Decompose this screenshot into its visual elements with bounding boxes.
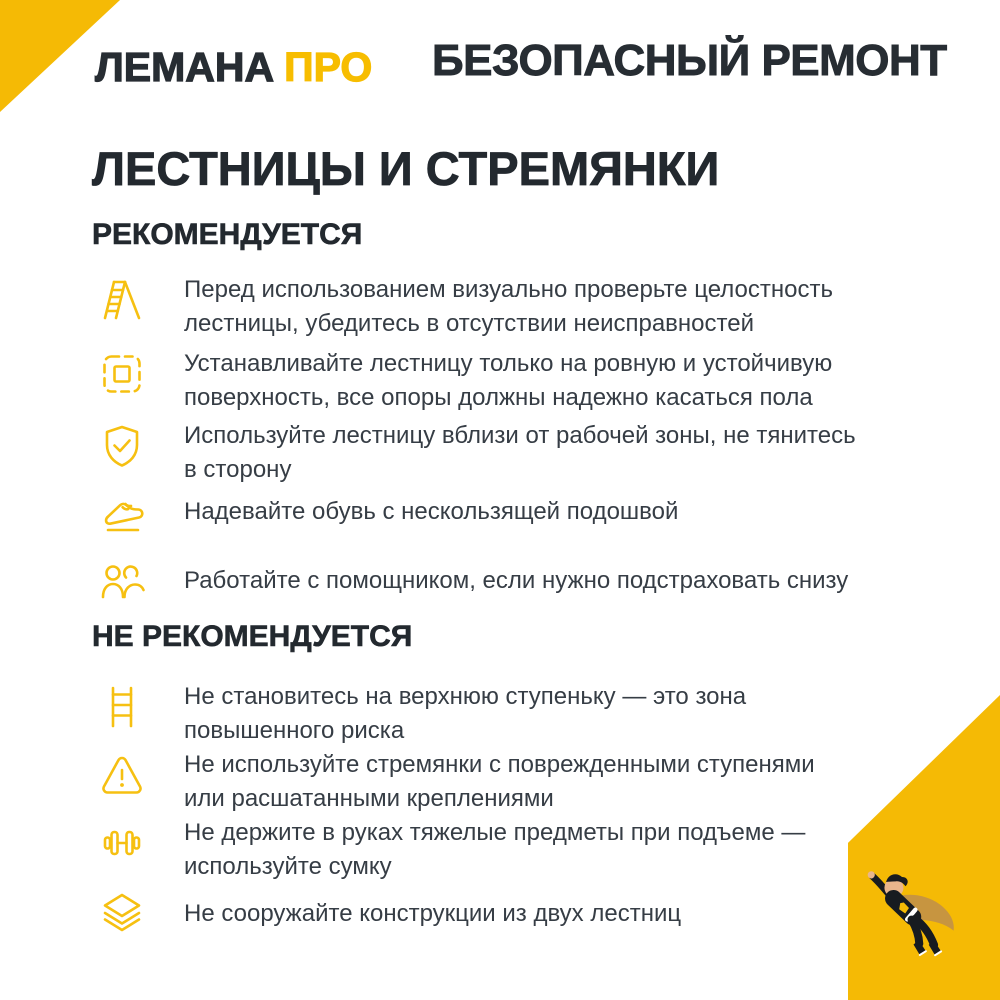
text-line: Используйте лестницу вблизи от рабочей зоны, не тянитесь: [184, 422, 856, 449]
program-title: БЕЗОПАСНЫЙ РЕМОНТ: [432, 36, 947, 85]
list-item: [98, 556, 848, 604]
stepladder-icon: [98, 276, 146, 324]
list-item-text: [184, 347, 832, 415]
list-item-text: [184, 419, 856, 487]
list-item: [98, 422, 856, 487]
section-heading-not-recommended: НЕ РЕКОМЕНДУЕТСЯ: [92, 620, 413, 653]
text-line: Не сооружайте конструкции из двух лестниц: [184, 900, 682, 927]
text-line: Не держите в руках тяжелые предметы при подъеме —: [184, 819, 806, 846]
list-item-text: [184, 680, 746, 748]
layers-icon: [98, 889, 146, 937]
list-item-text: [184, 897, 681, 931]
text-line: повышенного риска: [184, 717, 405, 744]
text-line: лестницы, убедитесь в отсутствии неисправностей: [184, 310, 754, 337]
list-item-text: [184, 816, 805, 884]
mascot-superhero-illustration: [850, 862, 980, 972]
text-line: или расшатанными креплениями: [184, 785, 554, 812]
section-heading-recommended: РЕКОМЕНДУЕТСЯ: [92, 218, 363, 251]
list-item-text: [184, 564, 848, 598]
list-item: [98, 819, 805, 884]
list-item: [98, 751, 815, 816]
list-item-text: [184, 495, 678, 529]
list-item: [98, 487, 678, 535]
list-item-text: [184, 273, 833, 341]
shield-check-icon: [98, 422, 146, 470]
text-line: поверхность, все опоры должны надежно касаться пола: [184, 384, 813, 411]
text-line: Надевайте обувь с нескользящей подошвой: [184, 498, 679, 525]
text-line: Перед использованием визуально проверьте целостность: [184, 276, 833, 303]
page-title: ЛЕСТНИЦЫ И СТРЕМЯНКИ: [92, 142, 720, 195]
level-surface-icon: [98, 350, 146, 398]
text-line: Не становитесь на верхнюю ступеньку — это зона: [184, 683, 747, 710]
list-item: [98, 276, 833, 341]
shoe-icon: [98, 487, 146, 535]
list-item: [98, 350, 832, 415]
list-item: [98, 889, 681, 937]
list-item: [98, 683, 746, 748]
warning-triangle-icon: [98, 751, 146, 799]
brand-logo: [95, 44, 372, 91]
dumbbell-icon: [98, 819, 146, 867]
ladder-icon: [98, 683, 146, 731]
brand-logo-primary: ЛЕМАНА: [95, 44, 275, 90]
text-line: в сторону: [184, 456, 292, 483]
list-item-text: [184, 748, 815, 816]
text-line: используйте сумку: [184, 853, 392, 880]
two-people-icon: [98, 556, 146, 604]
text-line: Работайте с помощником, если нужно подстраховать снизу: [184, 567, 849, 594]
text-line: Устанавливайте лестницу только на ровную и устойчивую: [184, 350, 833, 377]
text-line: Не используйте стремянки с поврежденными ступенями: [184, 751, 815, 778]
brand-logo-secondary: ПРО: [284, 44, 373, 90]
